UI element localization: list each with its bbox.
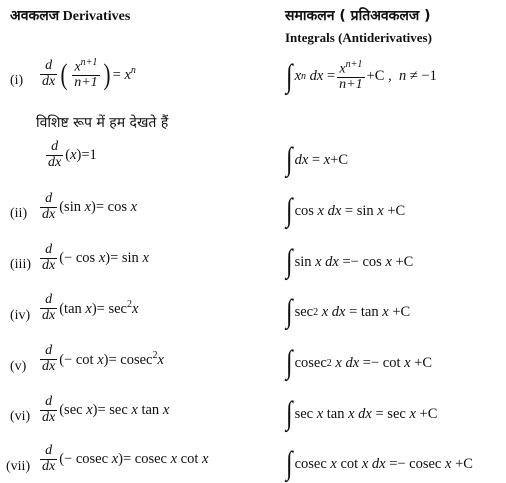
derivative-x: $\frac{d}{dx}$ (x)=1	[48, 139, 97, 170]
derivatives-header-hindi: अवकलज	[10, 8, 60, 24]
integral-v: ∫ cosec 2 x dx =− cot x +C	[286, 345, 433, 381]
derivative-vi: $\frac{d}{dx}$ (sec x)= sec x tan x	[42, 394, 170, 425]
row-label-iv: (iv)	[10, 308, 31, 323]
row-label-ii: (ii)	[10, 206, 28, 221]
derivative-i: $\frac{d}{dx}$ ( $\frac{x^{n+1}}{n+1}$ ) = $x^n$	[42, 57, 136, 91]
integral-iv: ∫ sec 2 x dx = tan x +C	[286, 294, 411, 330]
row-label-v: (v)	[10, 359, 27, 374]
row-label-i: (i)	[10, 73, 24, 88]
row-label-vi: (vi)	[10, 409, 31, 424]
derivatives-header	[10, 6, 130, 25]
row-label-vii: (vii)	[6, 459, 31, 474]
derivative-ii: $\frac{d}{dx}$ (sin x)= cos x	[42, 191, 138, 222]
derivative-vii: $\frac{d}{dx}$ (− cosec x)= cosec x cot x	[42, 443, 209, 474]
integrals-header-hindi: समाकलन ( प्रतिअवकलज )	[285, 8, 431, 24]
row-label-iii: (iii)	[10, 257, 31, 272]
integrals-header-english: Integrals (Antiderivatives)	[285, 30, 432, 45]
integral-x: ∫ dx = x +C	[286, 142, 348, 178]
integral-ii: ∫ cos x dx = sin x +C	[286, 193, 406, 229]
derivatives-header-english: Derivatives	[62, 9, 131, 24]
integral-vii: ∫ cosec x cot x dx =− cosec x +C	[286, 446, 473, 482]
derivative-iii: $\frac{d}{dx}$ (− cos x)= sin x	[42, 242, 149, 273]
derivative-iv: $\frac{d}{dx}$ (tan $x)= \sec^2x$	[42, 292, 139, 323]
derivative-v: $\frac{d}{dx}$ (− cot x)= cosec$^2$x	[42, 343, 164, 374]
integral-iii: ∫ sin x dx =− cos x +C	[286, 244, 414, 280]
note-hindi: विशिष्ट रूप में हम देखते हैं	[36, 115, 169, 131]
integral-vi: ∫ sec x tan x dx = sec x +C	[286, 396, 438, 432]
integral-i: ∫ x n dx = $\frac{x^{n+1}}{n+1}$ +C , n ≠ −1	[286, 58, 437, 95]
